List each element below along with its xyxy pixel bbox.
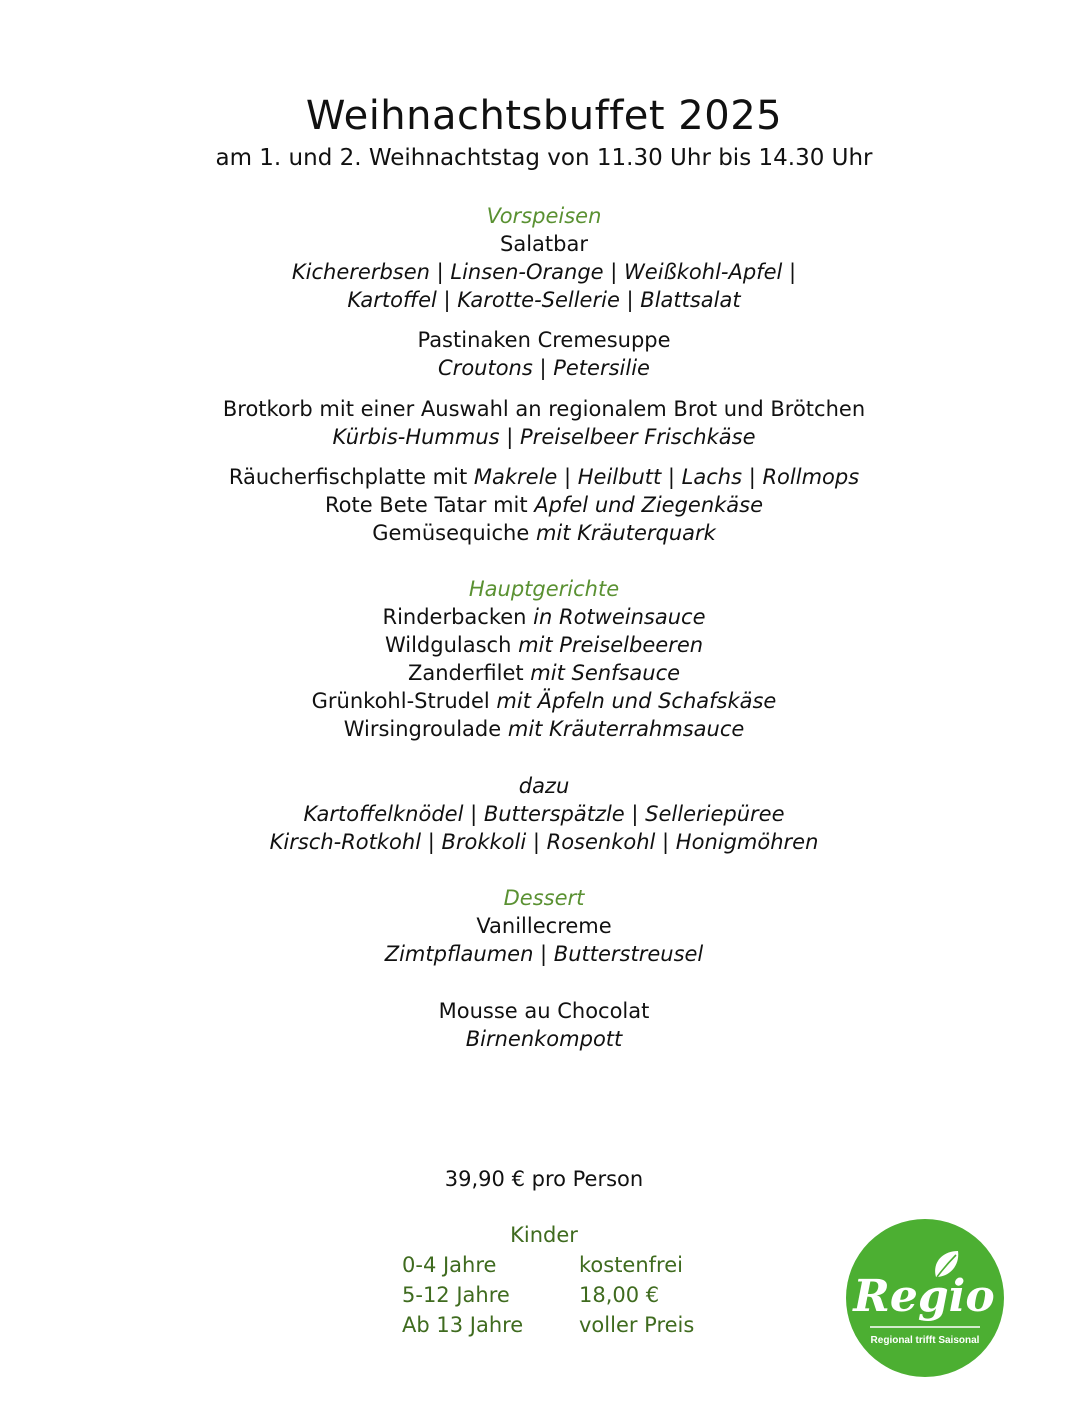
dish-main-1-sub: in Rotweinsauce [533,605,706,629]
dessert-2: Mousse au Chocolat [438,999,650,1023]
dish-main-3 [0,659,1088,687]
dish-quiche [0,519,1088,547]
logo-tagline: Regional trifft Saisonal [870,1335,980,1346]
dish-main-5-name: Wirsingroulade [343,717,508,741]
dish-suppe-sub: Croutons | Petersilie [438,356,650,380]
dish-suppe: Pastinaken Cremesuppe [417,328,671,352]
kinder-age-2: 5-12 Jahre [402,1283,510,1307]
sides-line-1: Kartoffelknödel | Butterspätzle | Selleriepüree [303,802,785,826]
dish-fischplatte-main: Räucherfischplatte mit [228,465,474,489]
dish-salatbar-options-2: Kartoffel | Karotte-Sellerie | Blattsalat [347,288,741,312]
kinder-price-1: kostenfrei [579,1253,683,1277]
dish-main-5-sub: mit Kräuterrahmsauce [507,717,745,741]
section-heading-vorspeisen: Vorspeisen [486,204,602,228]
dish-fischplatte-sub: Makrele | Heilbutt | Lachs | Rollmops [473,465,860,489]
dish-main-1-name: Rinderbacken [382,605,534,629]
price-per-person: 39,90 € pro Person [444,1167,644,1191]
dish-quiche-sub: mit Kräuterquark [535,521,716,545]
kinder-heading: Kinder [510,1223,578,1247]
dish-salatbar: Salatbar [500,232,588,256]
page-title: Weihnachtsbuffet 2025 [305,93,783,139]
dish-fischplatte [0,463,1088,491]
dish-quiche-main: Gemüsequiche [372,521,536,545]
dessert-1: Vanillecreme [476,914,612,938]
dish-main-1 [0,603,1088,631]
dish-main-2 [0,631,1088,659]
section-heading-dessert: Dessert [503,886,585,910]
dish-main-3-name: Zanderfilet [407,661,531,685]
dish-rote-bete-sub: Apfel und Ziegenkäse [534,493,764,517]
dish-brotkorb-sub: Kürbis-Hummus | Preiselbeer Frischkäse [332,425,756,449]
dish-main-4-name: Grünkohl-Strudel [311,689,497,713]
dish-main-2-name: Wildgulasch [384,633,519,657]
dish-rote-bete [0,491,1088,519]
kinder-age-3: Ab 13 Jahre [402,1313,524,1337]
dish-brotkorb: Brotkorb mit einer Auswahl an regionalem Brot und Brötchen [222,397,866,421]
dish-main-2-sub: mit Preiselbeeren [518,633,704,657]
dish-main-4 [0,687,1088,715]
dish-main-5 [0,715,1088,743]
kinder-price-2: 18,00 € [579,1283,660,1307]
kinder-price-3: voller Preis [579,1313,695,1337]
section-heading-hauptgerichte: Hauptgerichte [468,577,620,601]
page-subtitle: am 1. und 2. Weihnachtstag von 11.30 Uhr bis 14.30 Uhr [215,145,873,171]
sides-line-2: Kirsch-Rotkohl | Brokkoli | Rosenkohl | Honigmöhren [269,830,819,854]
dessert-1-sub: Zimtpflaumen | Butterstreusel [384,942,704,966]
dessert-2-sub: Birnenkompott [465,1027,623,1051]
kinder-age-1: 0-4 Jahre [402,1253,497,1277]
logo-wordmark: Regio [853,1271,995,1322]
section-heading-dazu: dazu [518,774,570,798]
regio-logo [846,1219,1004,1377]
dish-rote-bete-main: Rote Bete Tatar mit [324,493,535,517]
dish-main-3-sub: mit Senfsauce [530,661,681,685]
dish-salatbar-options-1: Kichererbsen | Linsen-Orange | Weißkohl-Apfel | [291,260,797,284]
dish-main-4-sub: mit Äpfeln und Schafskäse [496,689,777,713]
